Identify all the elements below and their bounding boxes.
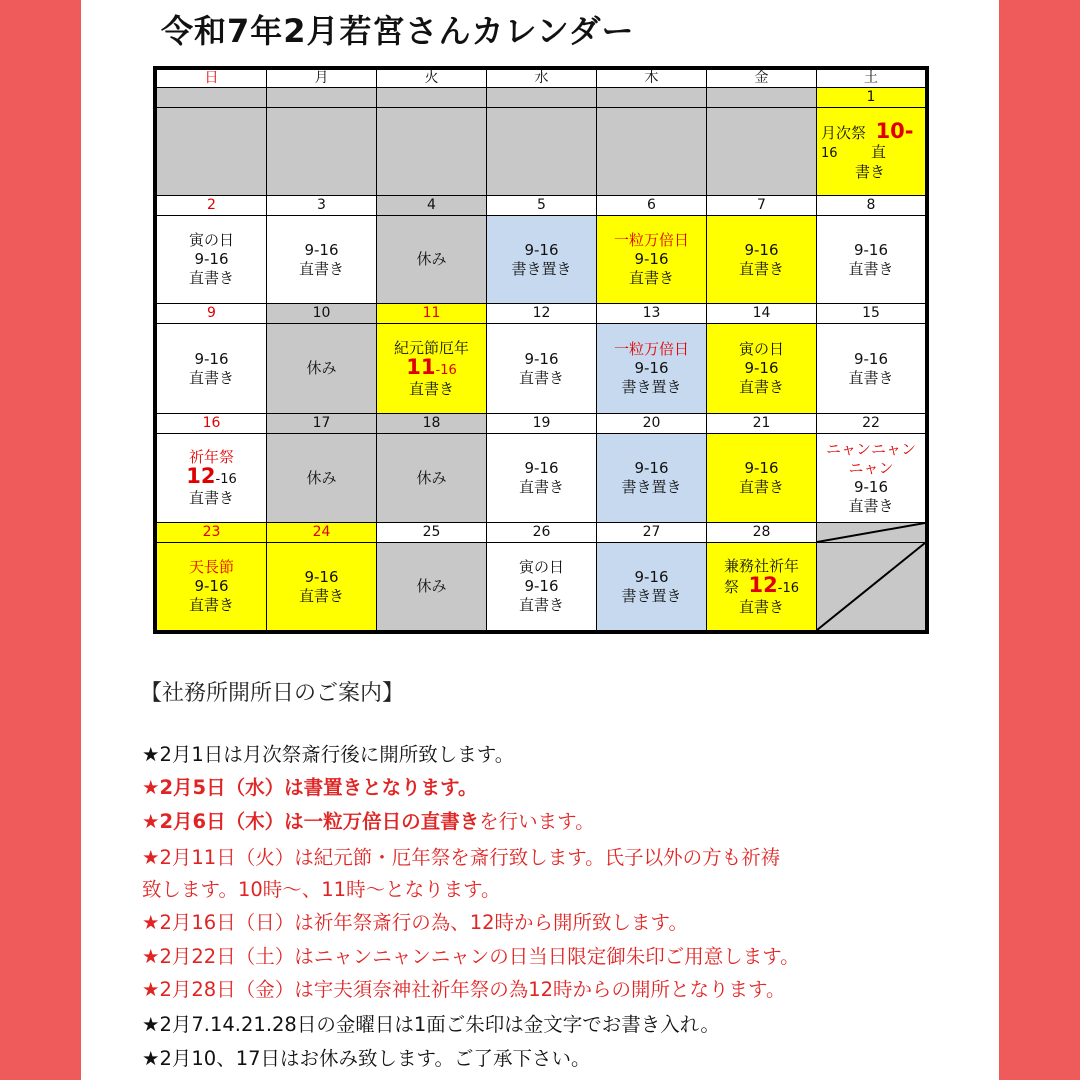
date-8: 8 bbox=[816, 195, 926, 216]
cell-type: 直書き bbox=[738, 259, 784, 278]
date-11: 11 bbox=[376, 303, 487, 324]
event-name: 天長節 bbox=[188, 558, 234, 576]
event-name: 祭 bbox=[723, 577, 739, 596]
date-12: 12 bbox=[486, 303, 597, 324]
notice-line-7: ★2月22日（土）はニャンニャンニャンの日当日限定御朱印ご用意します。 bbox=[142, 945, 800, 968]
cell-hours: 9-16 bbox=[853, 349, 889, 368]
cell-closed: 休み bbox=[416, 250, 447, 268]
event-name: ニャン bbox=[848, 459, 894, 477]
empty-cell bbox=[486, 107, 597, 196]
notice-line-4: ★2月11日（火）は紀元節・厄年祭を斎行致します。氏子以外の方も祈祷 bbox=[142, 846, 781, 869]
day-27-content bbox=[596, 542, 707, 631]
cell-type: 直書き bbox=[298, 586, 344, 605]
weekday-mon: 月 bbox=[266, 69, 377, 88]
empty-date-cell bbox=[156, 87, 267, 108]
cell-type: 直書き bbox=[848, 259, 894, 278]
day-13-content bbox=[596, 323, 707, 414]
cell-type: 直書き bbox=[628, 269, 674, 287]
date-10: 10 bbox=[266, 303, 377, 324]
notice-line-3-rest: を行います。 bbox=[479, 810, 595, 833]
cell-note: 書き bbox=[855, 162, 886, 181]
date-16: 16 bbox=[156, 413, 267, 434]
cell-hours: 9-16 bbox=[304, 240, 339, 259]
day-5-content bbox=[486, 215, 597, 304]
cell-hours: 9-16 bbox=[524, 349, 559, 368]
cell-type: 直書き bbox=[188, 596, 234, 614]
date-22: 22 bbox=[816, 413, 926, 434]
date-9: 9 bbox=[156, 303, 267, 324]
date-2: 2 bbox=[156, 195, 267, 216]
cell-type: 直書き bbox=[298, 259, 344, 278]
empty-date-cell bbox=[596, 87, 707, 108]
cell-label: 寅の日 bbox=[518, 558, 564, 576]
notice-heading: 【社務所開所日のご案内】 bbox=[140, 681, 405, 706]
notice-line-8: ★2月28日（金）は宇夫須奈神社祈年祭の為12時からの開所となります。 bbox=[142, 978, 786, 1001]
diagonal-slash bbox=[817, 523, 925, 542]
end-time: -16 bbox=[215, 472, 237, 487]
weekday-sun: 日 bbox=[156, 69, 267, 88]
weekday-wed: 水 bbox=[486, 69, 597, 88]
day-25-content bbox=[376, 542, 487, 631]
empty-date-cell bbox=[816, 522, 926, 543]
day-23-content bbox=[156, 542, 267, 631]
cell-type: 直書き bbox=[518, 478, 564, 496]
date-15: 15 bbox=[816, 303, 926, 324]
cell-hours: 9-16 bbox=[194, 349, 229, 368]
empty-cell bbox=[706, 107, 817, 196]
start-time: 12 bbox=[186, 464, 216, 488]
day-18-content bbox=[376, 433, 487, 523]
date-28: 28 bbox=[706, 522, 817, 543]
day-17-content bbox=[266, 433, 377, 523]
cell-hours: 9-16 bbox=[634, 359, 669, 377]
cell-hours: 9-16 bbox=[634, 250, 669, 268]
cell-hours: 9-16 bbox=[194, 577, 229, 595]
day-22-content bbox=[816, 433, 926, 523]
empty-cell bbox=[816, 542, 926, 631]
start-time: 11 bbox=[406, 354, 436, 379]
date-7: 7 bbox=[706, 195, 817, 216]
date-25: 25 bbox=[376, 522, 487, 543]
day-11-content bbox=[376, 323, 487, 414]
cell-type: 直書き bbox=[848, 368, 894, 387]
notice-line-2: ★2月5日（水）は書置きとなります。 bbox=[142, 776, 478, 799]
day-14-content bbox=[706, 323, 817, 414]
date-1: 1 bbox=[816, 87, 926, 108]
cell-type: 直書き bbox=[188, 489, 234, 507]
cell-type: 書き置き bbox=[511, 259, 572, 278]
cell-closed: 休み bbox=[306, 359, 337, 377]
notice-line-1: ★2月1日は月次祭斎行後に開所致します。 bbox=[142, 743, 515, 766]
date-19: 19 bbox=[486, 413, 597, 434]
cell-label: 寅の日 bbox=[738, 340, 784, 358]
date-6: 6 bbox=[596, 195, 707, 216]
date-5: 5 bbox=[486, 195, 597, 216]
event-name: 祈年祭 bbox=[188, 448, 234, 466]
day-8-content bbox=[816, 215, 926, 304]
day-16-content bbox=[156, 433, 267, 523]
cell-hours: 9-16 bbox=[194, 250, 229, 268]
cell-hours: 9-16 bbox=[744, 359, 779, 377]
calendar-grid bbox=[153, 66, 929, 634]
day-10-content bbox=[266, 323, 377, 414]
event-name: 紀元節厄年 bbox=[393, 338, 469, 357]
day-2-content bbox=[156, 215, 267, 304]
notice-line-3 bbox=[142, 806, 595, 834]
date-26: 26 bbox=[486, 522, 597, 543]
cell-type: 直書き bbox=[188, 269, 234, 287]
cell-type: 直書き bbox=[738, 378, 784, 396]
notice-line-6: ★2月16日（日）は祈年祭斎行の為、12時から開所致します。 bbox=[142, 911, 688, 934]
cell-label: 寅の日 bbox=[188, 231, 234, 249]
date-3: 3 bbox=[266, 195, 377, 216]
cell-hours: 9-16 bbox=[304, 567, 339, 586]
empty-date-cell bbox=[376, 87, 487, 108]
weekday-sat: 土 bbox=[816, 69, 926, 88]
cell-hours: 9-16 bbox=[524, 240, 559, 259]
cell-type: 書き置き bbox=[621, 478, 682, 496]
cell-hours: 9-16 bbox=[524, 459, 559, 477]
weekday-thu: 木 bbox=[596, 69, 707, 88]
cell-label: 一粒万倍日 bbox=[613, 340, 689, 358]
cell-hours: 9-16 bbox=[744, 459, 779, 477]
cell-closed: 休み bbox=[306, 468, 337, 487]
cell-type: 直書き bbox=[408, 379, 454, 398]
empty-cell bbox=[596, 107, 707, 196]
cell-type: 書き置き bbox=[621, 378, 682, 396]
cell-hours: 9-16 bbox=[634, 459, 669, 477]
date-18: 18 bbox=[376, 413, 487, 434]
cell-type: 書き置き bbox=[621, 586, 682, 605]
day-3-content bbox=[266, 215, 377, 304]
start-time: 12 bbox=[748, 572, 778, 597]
end-time: -16 bbox=[435, 362, 457, 378]
cell-type: 直書き bbox=[738, 478, 784, 496]
date-20: 20 bbox=[596, 413, 707, 434]
diagonal-slash bbox=[817, 543, 925, 630]
cell-type: 直書き bbox=[738, 597, 784, 616]
cell-type: 直書き bbox=[518, 368, 564, 387]
empty-date-cell bbox=[706, 87, 817, 108]
notice-line-10: ★2月10、17日はお休み致します。ご了承下さい。 bbox=[142, 1047, 591, 1070]
day-19-content bbox=[486, 433, 597, 523]
day-12-content bbox=[486, 323, 597, 414]
cell-hours: 9-16 bbox=[744, 240, 779, 259]
day-9-content bbox=[156, 323, 267, 414]
empty-date-cell bbox=[486, 87, 597, 108]
event-name: ニャンニャン bbox=[825, 440, 916, 458]
cell-type: 直書き bbox=[848, 497, 894, 515]
cell-hours: 9-16 bbox=[853, 478, 889, 496]
cell-hours: 9-16 bbox=[524, 577, 559, 595]
cell-closed: 休み bbox=[416, 577, 447, 595]
weekday-tue: 火 bbox=[376, 69, 487, 88]
day-20-content bbox=[596, 433, 707, 523]
day-6-content bbox=[596, 215, 707, 304]
empty-cell bbox=[376, 107, 487, 196]
date-27: 27 bbox=[596, 522, 707, 543]
day-7-content bbox=[706, 215, 817, 304]
end-time: 16 bbox=[821, 145, 838, 161]
weekday-fri: 金 bbox=[706, 69, 817, 88]
day-15-content bbox=[816, 323, 926, 414]
cell-type: 直書き bbox=[188, 368, 234, 387]
date-4: 4 bbox=[376, 195, 487, 216]
end-time: -16 bbox=[777, 580, 800, 596]
day-28-content bbox=[706, 542, 817, 631]
empty-cell bbox=[156, 107, 267, 196]
cell-hours: 9-16 bbox=[853, 240, 889, 259]
empty-date-cell bbox=[266, 87, 377, 108]
date-23: 23 bbox=[156, 522, 267, 543]
date-24: 24 bbox=[266, 522, 377, 543]
cell-hours: 9-16 bbox=[634, 567, 669, 586]
event-name: 月次祭 bbox=[821, 123, 867, 142]
empty-cell bbox=[266, 107, 377, 196]
date-13: 13 bbox=[596, 303, 707, 324]
cell-type: 直書き bbox=[518, 596, 564, 614]
cell-note: 直 bbox=[870, 142, 886, 161]
cell-closed: 休み bbox=[416, 468, 447, 487]
day-1-content bbox=[816, 107, 926, 196]
day-21-content bbox=[706, 433, 817, 523]
day-26-content bbox=[486, 542, 597, 631]
date-21: 21 bbox=[706, 413, 817, 434]
notice-line-5: 致します。10時～、11時～となります。 bbox=[142, 878, 501, 901]
notice-line-3-bold: ★2月6日（木）は一粒万倍日の直書き bbox=[142, 810, 480, 833]
date-14: 14 bbox=[706, 303, 817, 324]
day-4-content bbox=[376, 215, 487, 304]
day-24-content bbox=[266, 542, 377, 631]
notice-line-9: ★2月7.14.21.28日の金曜日は1面ご朱印は金文字でお書き入れ。 bbox=[142, 1013, 720, 1036]
event-name: 兼務社祈年 bbox=[723, 556, 799, 575]
start-time: 10- bbox=[875, 118, 914, 143]
page-title: 令和7年2月若宮さんカレンダー bbox=[161, 12, 635, 50]
cell-label: 一粒万倍日 bbox=[613, 231, 689, 249]
date-17: 17 bbox=[266, 413, 377, 434]
